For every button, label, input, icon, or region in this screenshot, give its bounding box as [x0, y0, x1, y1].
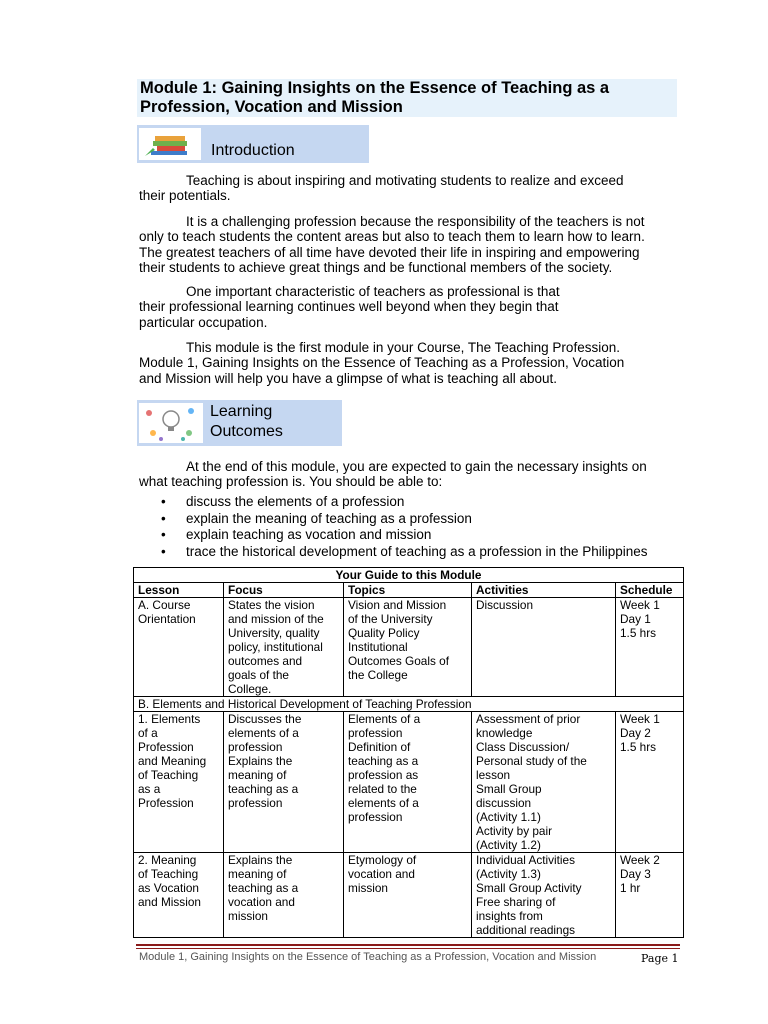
column-header-focus: Focus [224, 583, 344, 598]
intro-p2-line-3: The greatest teachers of all time have devoted their life in inspiring and empowering [139, 244, 640, 260]
introduction-header [137, 125, 369, 163]
list-item: • trace the historical development of teaching as a profession in the Philippines [139, 544, 648, 561]
cell-schedule: Week 2 Day 3 1 hr [616, 853, 684, 938]
footer-text: Module 1, Gaining Insights on the Essence of Teaching as a Profession, Vocation and Mission [139, 951, 597, 963]
books-icon [139, 128, 201, 160]
intro-p2-line-2: only to teach students the content areas but also to teach them to learn how to learn. [139, 229, 645, 245]
cell-lesson: A. Course Orientation [134, 598, 224, 697]
list-item: • discuss the elements of a profession [139, 494, 648, 511]
module-title-line-1: Module 1: Gaining Insights on the Essence of Teaching as a [140, 79, 610, 97]
outcomes-list [139, 494, 648, 560]
introduction-heading: Introduction [211, 142, 295, 159]
intro-p3-line-3: particular occupation. [139, 314, 268, 330]
module-title-box [137, 79, 677, 117]
page-number: Page 1 [641, 952, 679, 965]
intro-p4-line-3: and Mission will help you have a glimpse of what is teaching all about. [139, 370, 557, 386]
learning-outcomes-heading [210, 402, 330, 442]
table-row [134, 853, 684, 938]
table-row [134, 598, 684, 697]
learning-outcomes-heading-line-2: Outcomes [210, 423, 283, 440]
intro-p3-line-1: One important characteristic of teachers as professional is that [186, 284, 560, 299]
intro-p4-line-1: This module is the first module in your Course, The Teaching Profession. [186, 340, 620, 355]
section-b-label: B. Elements and Historical Development of Teaching Profession [134, 697, 684, 712]
intro-p4-line-2: Module 1, Gaining Insights on the Essence of Teaching as a Profession, Vocation [139, 355, 625, 371]
footer-rule-thick [136, 944, 680, 946]
intro-p1-line-2: their potentials. [139, 188, 231, 204]
cell-schedule: Week 1 Day 2 1.5 hrs [616, 712, 684, 853]
cell-activities: Individual Activities (Activity 1.3) Small Group Activity Free sharing of insights from additional readings [472, 853, 616, 938]
table-caption: Your Guide to this Module [134, 568, 684, 583]
cell-schedule: Week 1 Day 1 1.5 hrs [616, 598, 684, 697]
lightbulb-icon [139, 403, 203, 443]
cell-topics: Elements of a profession Definition of teaching as a profession as related to the elements of a profession [344, 712, 472, 853]
intro-p2-line-4: their students to achieve great things and be functional members of the society. [139, 260, 613, 276]
footer-rule-thin [136, 948, 680, 949]
cell-lesson: 2. Meaning of Teaching as Vocation and Mission [134, 853, 224, 938]
outcomes-intro-line-2: what teaching profession is. You should be able to: [139, 474, 443, 490]
intro-p2-line-1: It is a challenging profession because the responsibility of the teachers is not [186, 214, 645, 229]
cell-focus: Discusses the elements of a profession Explains the meaning of teaching as a profession [224, 712, 344, 853]
module-title [140, 79, 609, 117]
outcomes-intro [139, 459, 679, 490]
intro-p1-line-1: Teaching is about inspiring and motivating students to realize and exceed [186, 173, 624, 188]
cell-topics: Etymology of vocation and mission [344, 853, 472, 938]
module-title-line-2: Profession, Vocation and Mission [140, 98, 403, 116]
table-section-row [134, 697, 684, 712]
list-item: • explain teaching as vocation and mission [139, 527, 648, 544]
intro-paragraph-3 [139, 284, 679, 330]
outcomes-intro-line-1: At the end of this module, you are expected to gain the necessary insights on [186, 459, 647, 474]
cell-activities: Assessment of prior knowledge Class Discussion/ Personal study of the lesson Small Group discussion (Activity 1.1) Activity by pair (Activity 1.2) [472, 712, 616, 853]
module-guide-table [133, 567, 684, 938]
intro-paragraph-2 [139, 214, 679, 276]
cell-focus: States the vision and mission of the University, quality policy, institutional outcomes and goals of the College. [224, 598, 344, 697]
intro-paragraph-1 [139, 173, 679, 204]
learning-outcomes-header [137, 400, 342, 446]
intro-p3-line-2: their professional learning continues well beyond when they begin that [139, 299, 559, 315]
cell-activities: Discussion [472, 598, 616, 697]
intro-paragraph-4 [139, 340, 679, 386]
cell-lesson: 1. Elements of a Profession and Meaning of Teaching as a Profession [134, 712, 224, 853]
column-header-topics: Topics [344, 583, 472, 598]
list-item: • explain the meaning of teaching as a profession [139, 511, 648, 528]
cell-focus: Explains the meaning of teaching as a vocation and mission [224, 853, 344, 938]
column-header-activities: Activities [472, 583, 616, 598]
learning-outcomes-heading-line-1: Learning [210, 403, 273, 420]
column-header-lesson: Lesson [134, 583, 224, 598]
column-header-schedule: Schedule [616, 583, 684, 598]
table-header-row [134, 583, 684, 598]
table-caption-row [134, 568, 684, 583]
cell-topics: Vision and Mission of the University Quality Policy Institutional Outcomes Goals of the College [344, 598, 472, 697]
table-row [134, 712, 684, 853]
